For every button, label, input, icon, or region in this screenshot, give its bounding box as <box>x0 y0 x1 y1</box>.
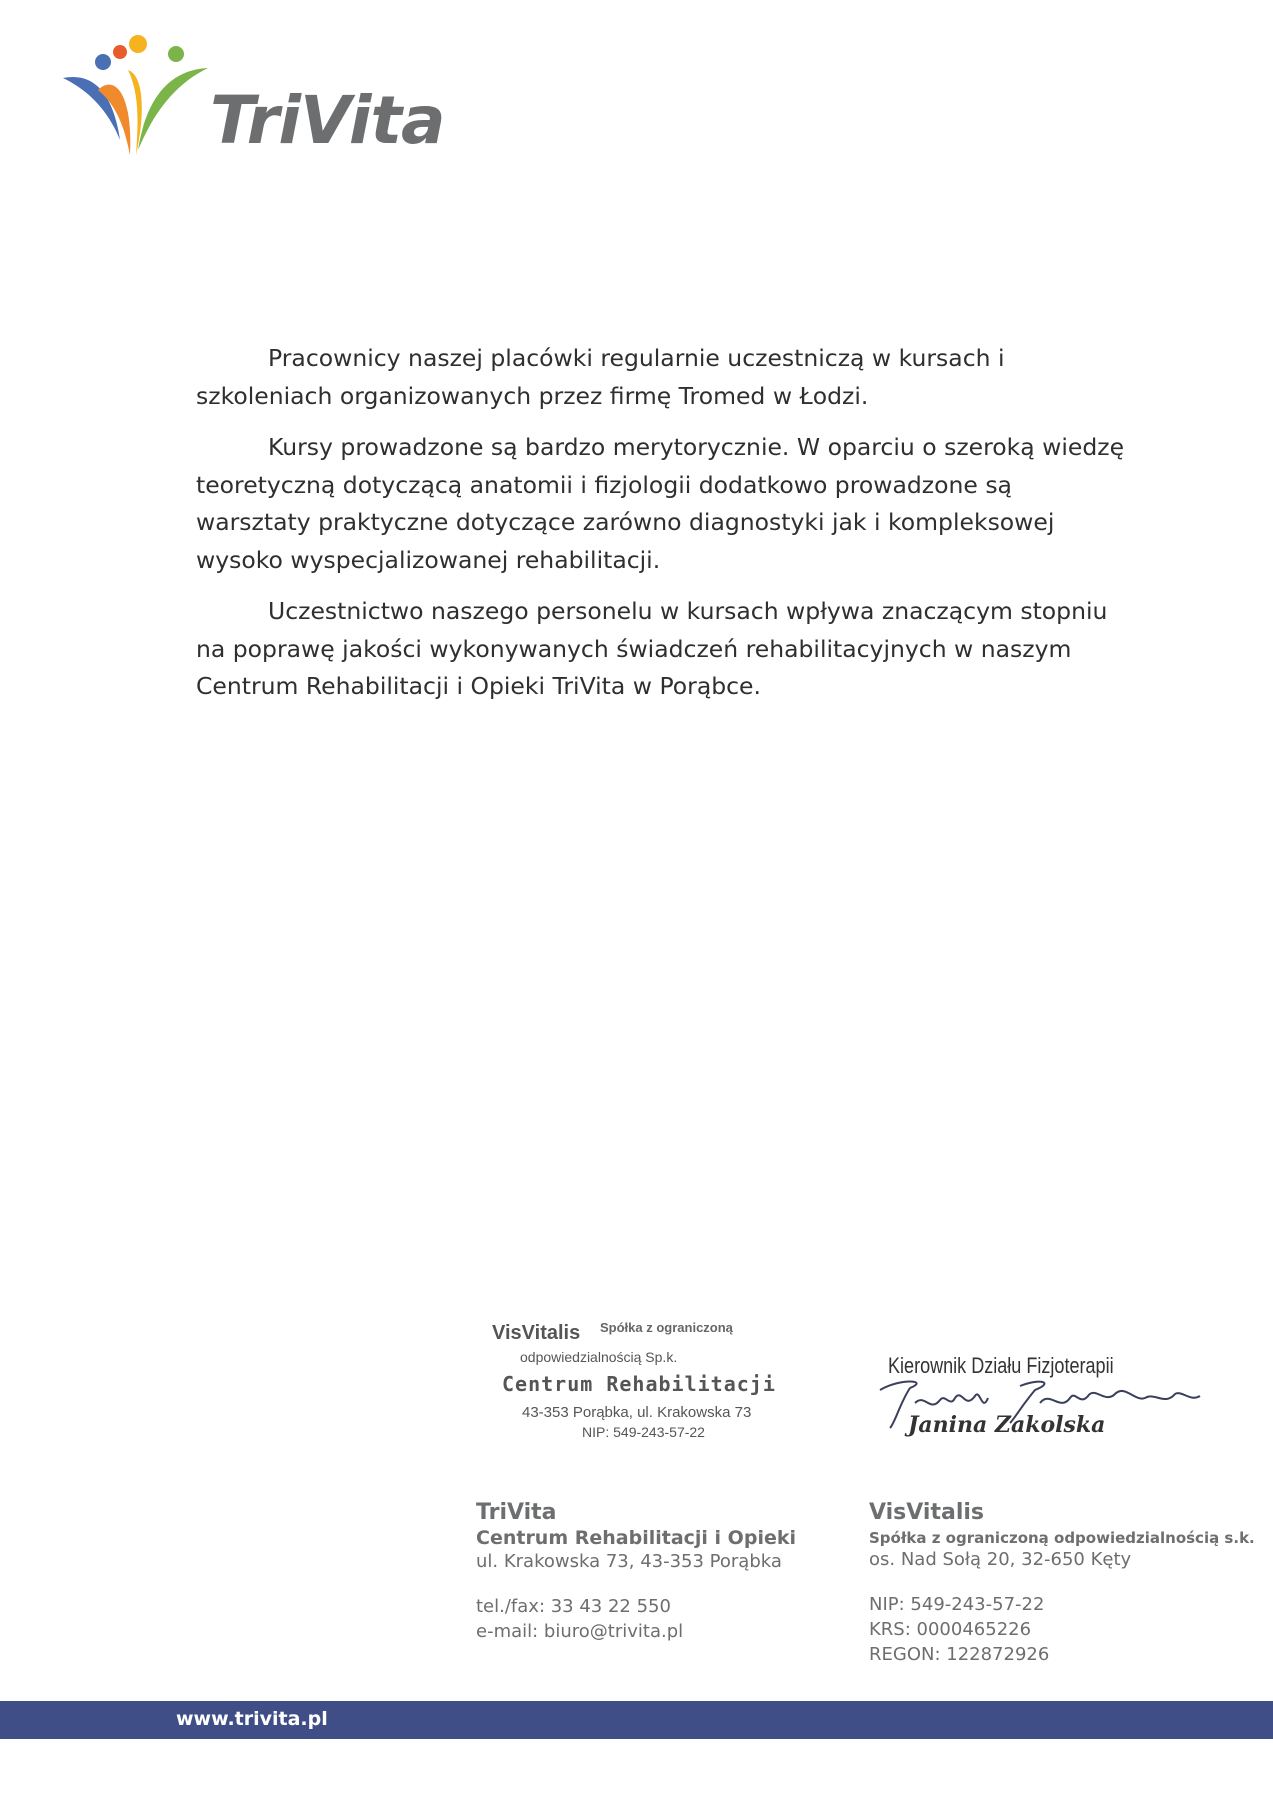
footer-right-regon: REGON: 122872926 <box>869 1644 1050 1665</box>
footer-right-nip: NIP: 549-243-57-22 <box>869 1594 1045 1615</box>
footer-right-address: os. Nad Sołą 20, 32-650 Kęty <box>869 1549 1132 1570</box>
company-stamp <box>492 1318 822 1440</box>
trivita-logo <box>58 30 478 160</box>
stamp-center-name: Centrum Rehabilitacji <box>502 1372 776 1396</box>
stamp-nip: NIP: 549-243-57-22 <box>582 1424 705 1440</box>
stamp-company-name: VisVitalis <box>492 1322 581 1344</box>
footer-trivita-info <box>476 1500 796 1644</box>
stamp-company-type: Spółka z ograniczoną <box>600 1320 733 1335</box>
signature-title: Kierownik Działu Fizjoterapii <box>888 1353 1114 1378</box>
signature-name: Janina Zakolska <box>908 1412 1106 1438</box>
paragraph-3: Uczestnictwo naszego personelu w kursach wpływa znaczącym stopniu na poprawę jakości wykonywanych świadczeń rehabilitacyjnych w naszym Centrum Rehabilitacji i Opieki TriVita w Porąbce. <box>196 597 1108 700</box>
trivita-people-logo-icon <box>58 30 218 160</box>
footer-left-address: ul. Krakowska 73, 43-353 Porąbka <box>476 1551 782 1572</box>
footer-right-name: VisVitalis <box>869 1500 984 1525</box>
stamp-address: 43-353 Porąbka, ul. Krakowska 73 <box>522 1404 752 1421</box>
footer-left-name: TriVita <box>476 1500 557 1525</box>
stamp-liability: odpowiedzialnością Sp.k. <box>520 1349 678 1365</box>
footer-right-krs: KRS: 0000465226 <box>869 1619 1032 1640</box>
logo-wordmark: TriVita <box>210 82 445 159</box>
footer-left-subtitle: Centrum Rehabilitacji i Opieki <box>476 1527 796 1549</box>
footer-bar <box>0 1701 1273 1739</box>
paragraph-2: Kursy prowadzone są bardzo merytorycznie. W oparciu o szeroką wiedzę teoretyczną dotyczącą anatomii i fizjologii dodatkowo prowadzone są warsztaty praktyczne dotyczące zarówno diagnostyki jak i kompleksowej wysoko wyspecjalizowanej rehabilitacji. <box>196 433 1125 574</box>
footer-right-subtitle: Spółka z ograniczoną odpowiedzialnością s.k. <box>869 1529 1255 1547</box>
paragraph-1: Pracownicy naszej placówki regularnie uczestniczą w kursach i szkoleniach organizowanych przez firmę Tromed w Łodzi. <box>196 344 1005 410</box>
website-link[interactable]: www.trivita.pl <box>176 1708 328 1730</box>
letter-body <box>196 340 1126 720</box>
footer-left-phone: tel./fax: 33 43 22 550 <box>476 1596 671 1617</box>
footer-left-email: e-mail: biuro@trivita.pl <box>476 1621 684 1642</box>
footer-visvitalis-info <box>869 1500 1255 1667</box>
